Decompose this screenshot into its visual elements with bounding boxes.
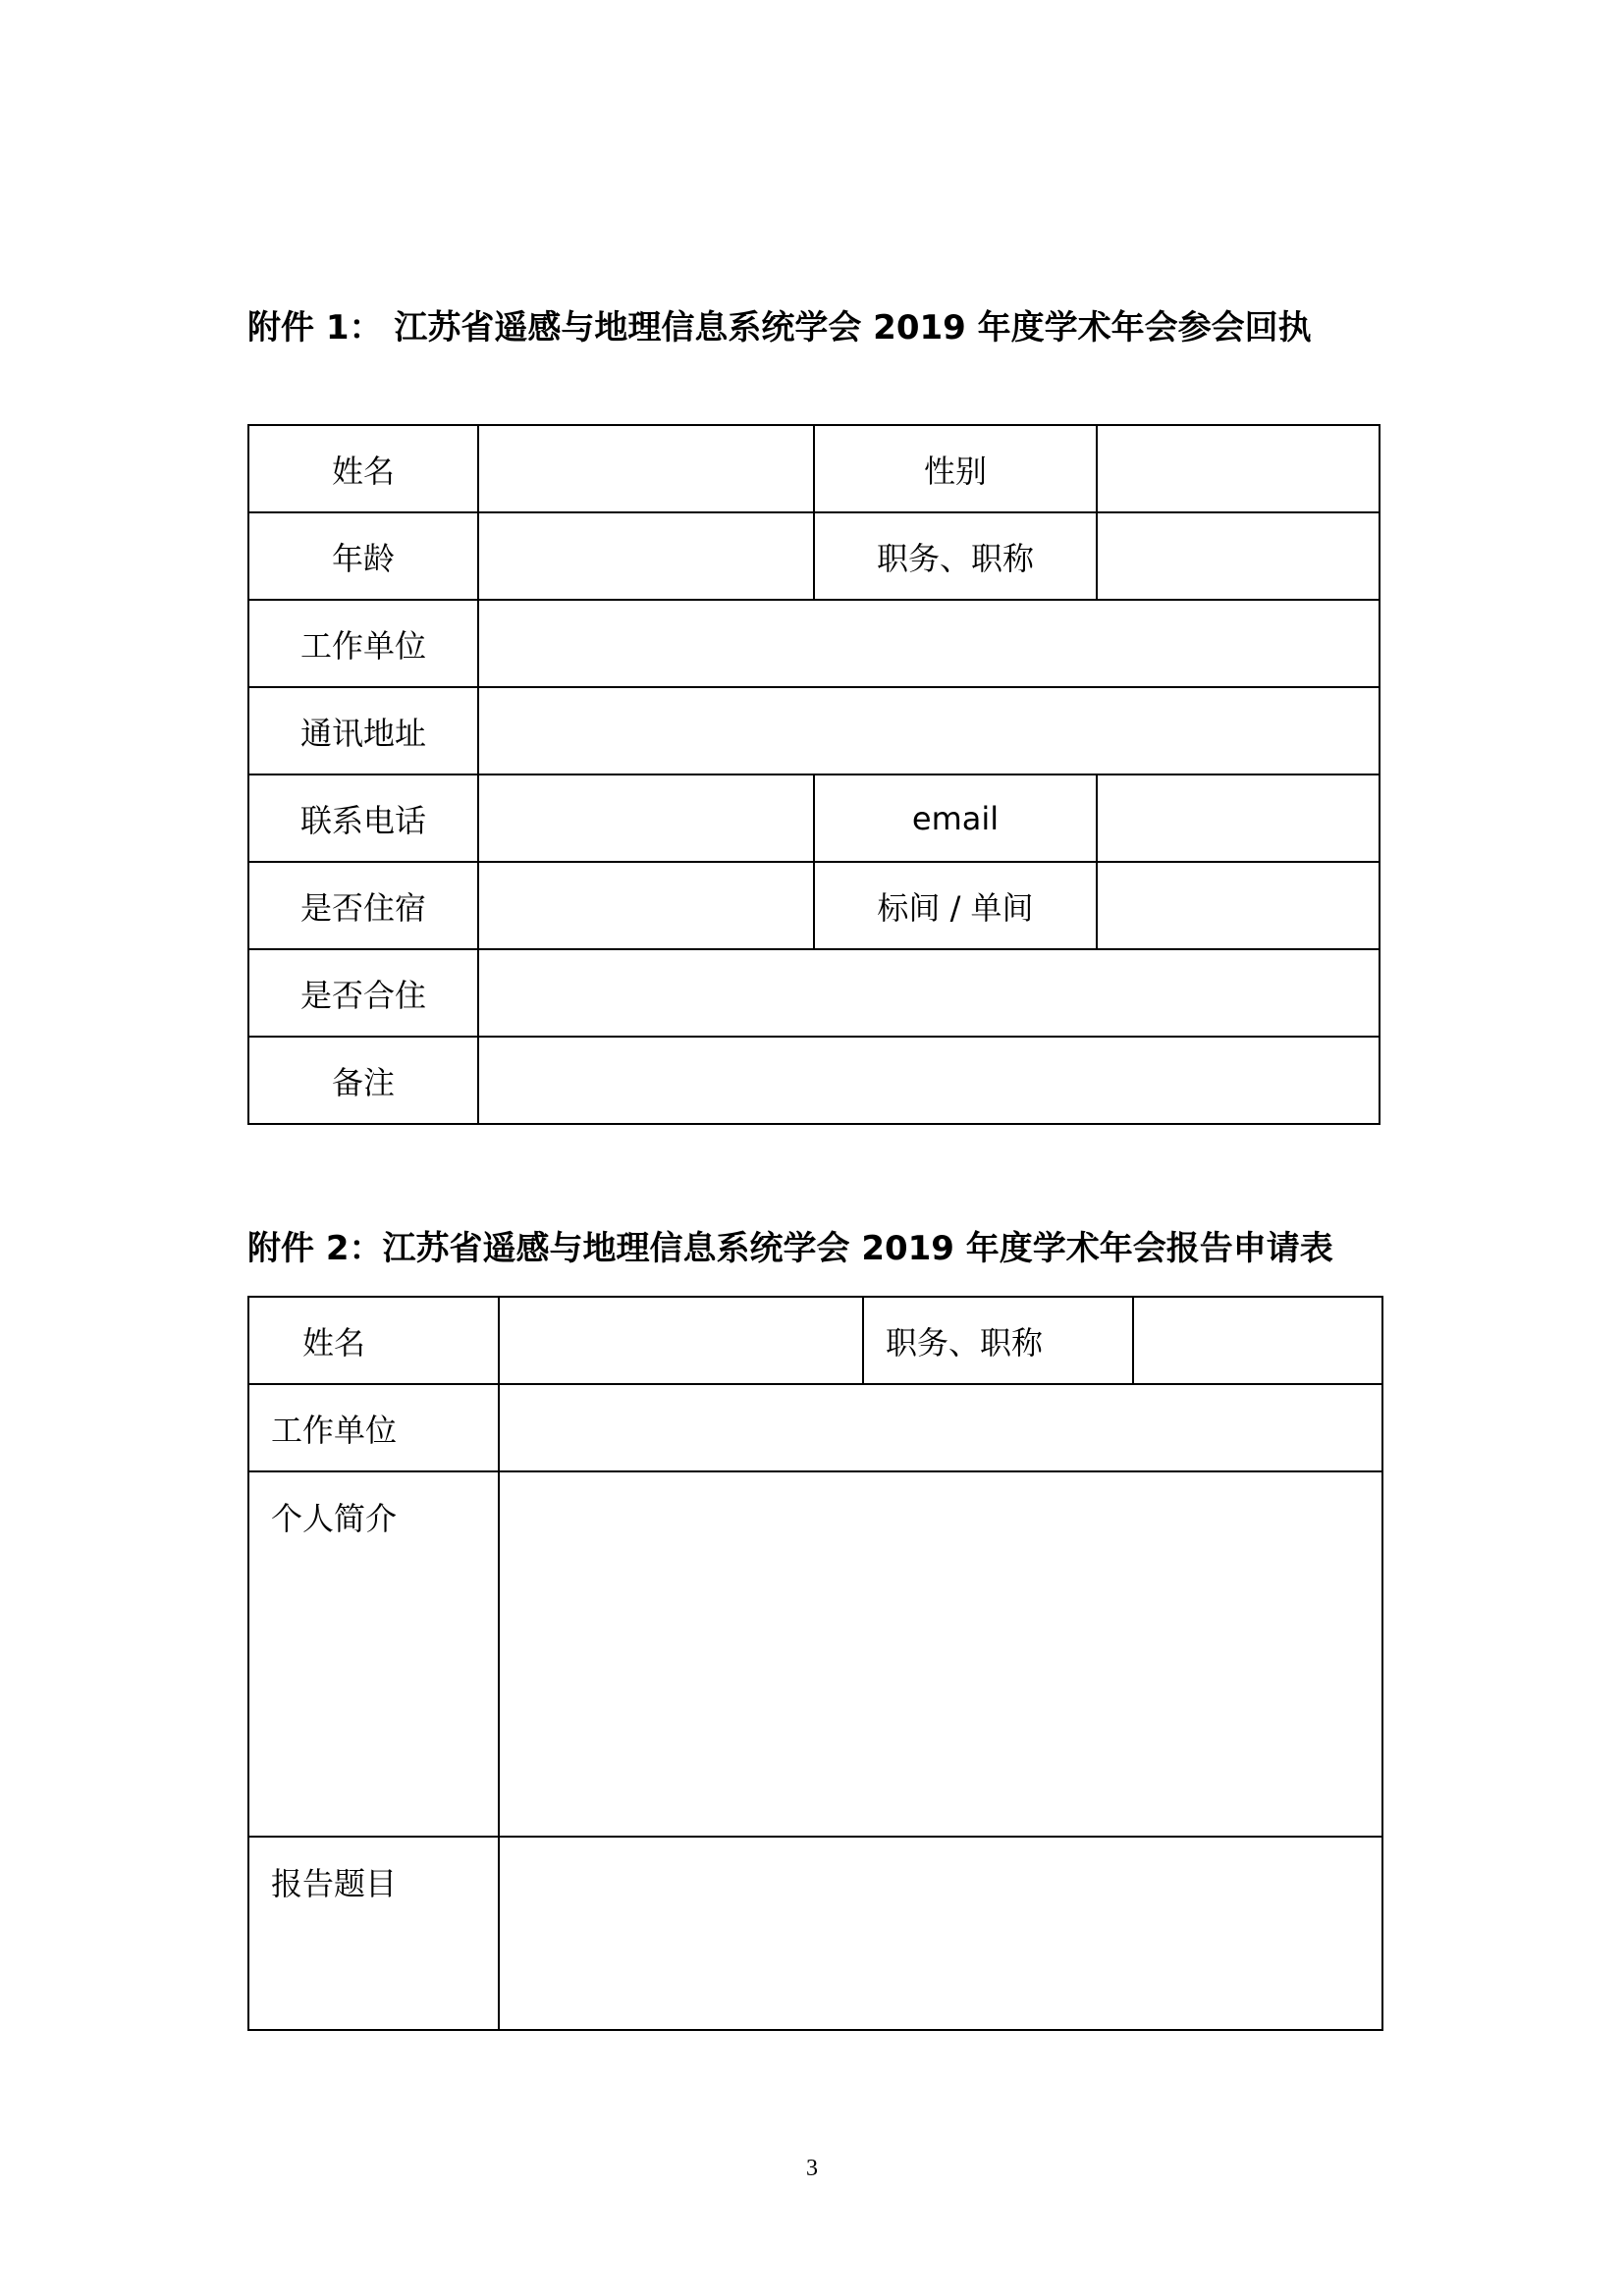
row-workplace (248, 600, 1380, 687)
row-name-position (248, 1297, 1382, 1384)
field-name[interactable] (478, 425, 814, 512)
attendance-reply-form (247, 424, 1380, 1125)
page-number: 3 (806, 2156, 818, 2181)
row-address (248, 687, 1380, 774)
label-remarks: 备注 (248, 1037, 478, 1124)
field-phone[interactable] (478, 774, 814, 862)
row-lodging (248, 862, 1380, 949)
row-report-title (248, 1837, 1382, 2030)
report-application-form (247, 1296, 1383, 2031)
label-name: 姓名 (248, 1297, 499, 1384)
label-email: email (814, 774, 1097, 862)
label-room-type: 标间 / 单间 (814, 862, 1097, 949)
label-report-title: 报告题目 (248, 1837, 499, 2030)
field-bio[interactable] (499, 1471, 1382, 1837)
field-email[interactable] (1097, 774, 1380, 862)
label-age: 年龄 (248, 512, 478, 600)
field-position[interactable] (1133, 1297, 1382, 1384)
row-bio (248, 1471, 1382, 1837)
attachment2-title: 附件 2：江苏省遥感与地理信息系统学会 2019 年度学术年会报告申请表 (247, 1229, 1333, 1268)
label-workplace: 工作单位 (248, 1384, 499, 1471)
field-report-title[interactable] (499, 1837, 1382, 2030)
field-position[interactable] (1097, 512, 1380, 600)
row-share-room (248, 949, 1380, 1037)
field-address[interactable] (478, 687, 1380, 774)
field-gender[interactable] (1097, 425, 1380, 512)
row-age-position (248, 512, 1380, 600)
attachment1-title: 附件 1： 江苏省遥感与地理信息系统学会 2019 年度学术年会参会回执 (247, 308, 1312, 347)
field-remarks[interactable] (478, 1037, 1380, 1124)
field-name[interactable] (499, 1297, 863, 1384)
row-name-gender (248, 425, 1380, 512)
field-room-type[interactable] (1097, 862, 1380, 949)
field-age[interactable] (478, 512, 814, 600)
label-phone: 联系电话 (248, 774, 478, 862)
row-phone-email (248, 774, 1380, 862)
field-workplace[interactable] (499, 1384, 1382, 1471)
label-address: 通讯地址 (248, 687, 478, 774)
field-lodging[interactable] (478, 862, 814, 949)
label-gender: 性别 (814, 425, 1097, 512)
field-share-room[interactable] (478, 949, 1380, 1037)
label-position: 职务、职称 (814, 512, 1097, 600)
label-position: 职务、职称 (863, 1297, 1133, 1384)
label-name: 姓名 (248, 425, 478, 512)
label-bio: 个人简介 (248, 1471, 499, 1837)
row-workplace (248, 1384, 1382, 1471)
label-lodging: 是否住宿 (248, 862, 478, 949)
label-share-room: 是否合住 (248, 949, 478, 1037)
field-workplace[interactable] (478, 600, 1380, 687)
row-remarks (248, 1037, 1380, 1124)
label-workplace: 工作单位 (248, 600, 478, 687)
